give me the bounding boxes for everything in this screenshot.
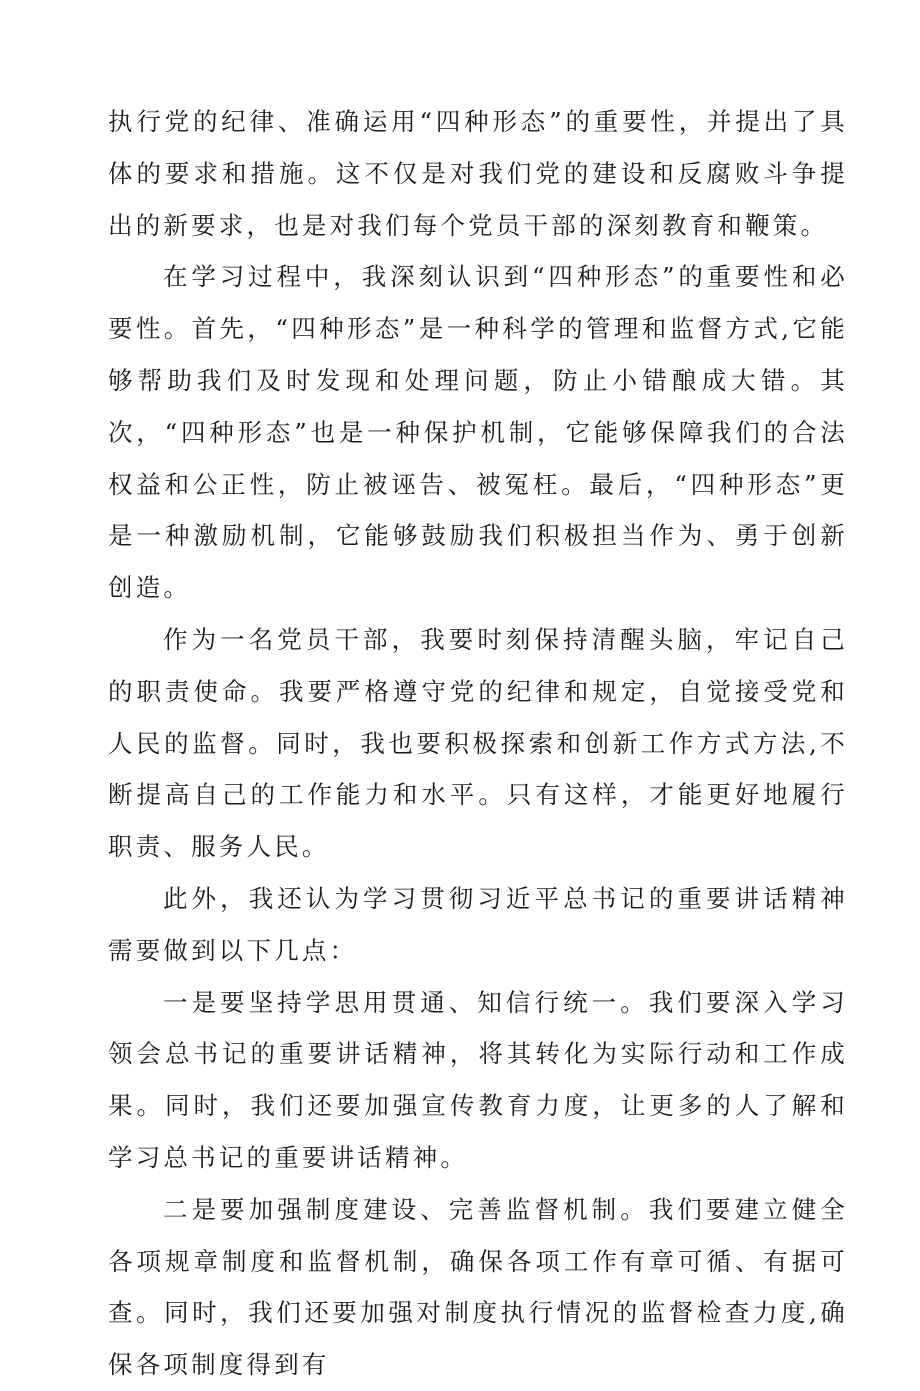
paragraph-party-cadre-duty: 作为一名党员干部，我要时刻保持清醒头脑，牢记自己的职责使命。我要严格遵守党的纪律和规定，自觉接受党和人民的监督。同时，我也要积极探索和创新工作方式方法,不断提高自己的工作能力和水平。只有这样，才能更好地履行职责、服务人民。 <box>108 624 848 862</box>
paragraph-point-one: 一是要坚持学思用贯通、知信行统一。我们要深入学习领会总书记的重要讲话精神，将其转化为实际行动和工作成果。同时，我们还要加强宣传教育力度，让更多的人了解和学习总书记的重要讲话精神。 <box>108 987 848 1172</box>
document-body <box>108 96 848 1391</box>
paragraph-four-forms-importance: 在学习过程中，我深刻认识到“四种形态”的重要性和必要性。首先，“四种形态”是一种科学的管理和监督方式,它能够帮助我们及时发现和处理问题，防止小错酿成大错。其次，“四种形态”也是一种保护机制，它能够保障我们的合法权益和公正性，防止被诬告、被冤枉。最后，“四种形态”更是一种激励机制，它能够鼓励我们积极担当作为、勇于创新创造。 <box>108 262 848 603</box>
paragraph-continued: 执行党的纪律、准确运用“四种形态”的重要性，并提出了具体的要求和措施。这不仅是对我们党的建设和反腐败斗争提出的新要求，也是对我们每个党员干部的深刻教育和鞭策。 <box>108 107 848 240</box>
paragraph-point-two: 二是要加强制度建设、完善监督机制。我们要建立健全各项规章制度和监督机制，确保各项工作有章可循、有据可查。同时，我们还要加强对制度执行情况的监督检查力度,确保各项制度得到有 <box>108 1194 848 1380</box>
paragraph-following-points: 此外，我还认为学习贯彻习近平总书记的重要讲话精神需要做到以下几点： <box>108 883 848 965</box>
